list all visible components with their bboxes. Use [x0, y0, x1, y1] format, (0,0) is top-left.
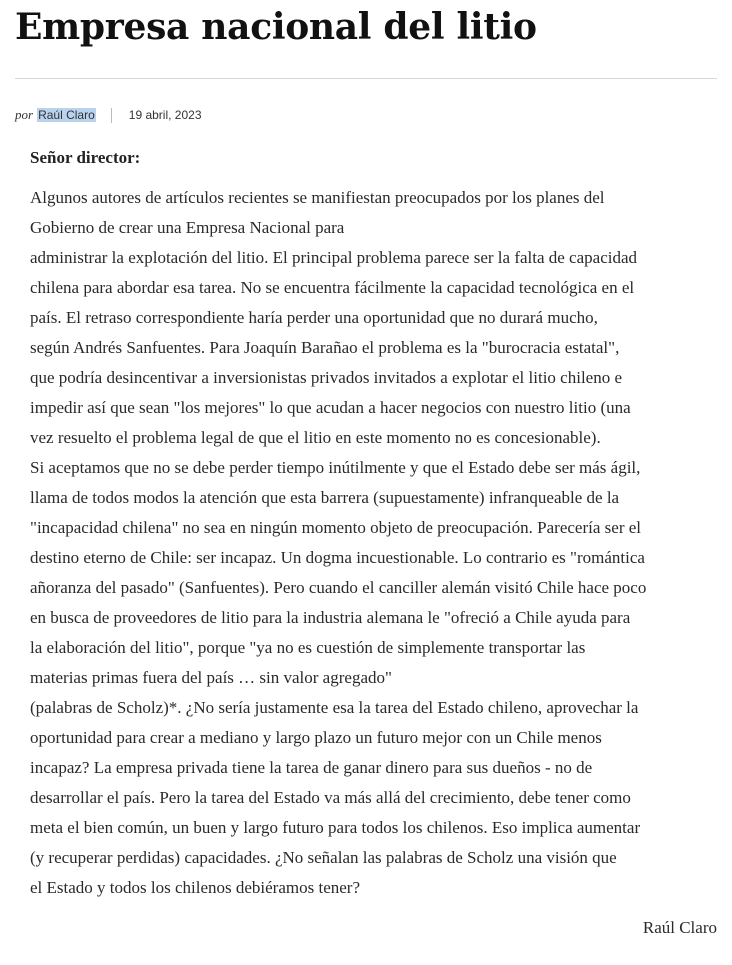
publish-date: 19 abril, 2023 [128, 108, 202, 122]
body-line: (y recuperar perdidas) capacidades. ¿No señalan las palabras de Scholz una visión que [30, 848, 617, 867]
article-body [30, 183, 730, 903]
body-line: el Estado y todos los chilenos debiéramos tener? [30, 878, 360, 897]
body-line: destino eterno de Chile: ser incapaz. Un dogma incuestionable. Lo contrario es "romántica [30, 548, 645, 567]
body-line: Algunos autores de artículos recientes se manifiestan preocupados por los planes del [30, 188, 605, 207]
body-line: en busca de proveedores de litio para la industria alemana le "ofreció a Chile ayuda para [30, 608, 631, 627]
body-line: materias primas fuera del país … sin valor agregado" [30, 668, 392, 687]
author-link[interactable]: Raúl Claro [38, 108, 95, 122]
body-line: oportunidad para crear a mediano y largo plazo un futuro mejor con un Chile menos [30, 728, 602, 747]
body-line: (palabras de Scholz)*. ¿No sería justamente esa la tarea del Estado chileno, aprovechar la [30, 698, 639, 717]
body-line: "incapacidad chilena" no sea en ningún momento objeto de preocupación. Parecería ser el [30, 518, 641, 537]
body-line: país. El retraso correspondiente haría perder una oportunidad que no durará mucho, [30, 308, 598, 327]
body-line: que podría desincentivar a inversionistas privados invitados a explotar el litio chileno e [30, 368, 623, 387]
signature: Raúl Claro [642, 918, 717, 937]
body-line: incapaz? La empresa privada tiene la tarea de ganar dinero para sus dueños - no de [30, 758, 593, 777]
body-line: Gobierno de crear una Empresa Nacional para [30, 218, 345, 237]
title-divider [15, 78, 717, 79]
body-line: administrar la explotación del litio. El principal problema parece ser la falta de capacidad [30, 248, 638, 267]
body-line: desarrollar el país. Pero la tarea del Estado va más allá del crecimiento, debe tener como [30, 788, 631, 807]
byline [15, 105, 202, 125]
body-line: meta el bien común, un buen y largo futuro para todos los chilenos. Eso implica aumentar [30, 818, 641, 837]
body-line: según Andrés Sanfuentes. Para Joaquín Barañao el problema es la "burocracia estatal", [30, 338, 620, 357]
byline-prefix: por [15, 107, 34, 122]
body-line: llama de todos modos la atención que esta barrera (supuestamente) infranqueable de la [30, 488, 620, 507]
body-line: Si aceptamos que no se debe perder tiempo inútilmente y que el Estado debe ser más ágil, [30, 458, 641, 477]
body-line: la elaboración del litio", porque "ya no es cuestión de simplemente transportar las [30, 638, 586, 657]
article-title: Empresa nacional del litio [15, 6, 537, 48]
salutation: Señor director: [30, 148, 141, 167]
body-line: vez resuelto el problema legal de que el litio en este momento no es concesionable). [30, 428, 601, 447]
body-line: añoranza del pasado" (Sanfuentes). Pero cuando el canciller alemán visitó Chile hace poco [30, 578, 647, 597]
body-line: impedir así que sean "los mejores" lo que acudan a hacer negocios con nuestro litio (una [30, 398, 631, 417]
body-line: chilena para abordar esa tarea. No se encuentra fácilmente la capacidad tecnológica en el [30, 278, 635, 297]
byline-separator [111, 108, 112, 123]
